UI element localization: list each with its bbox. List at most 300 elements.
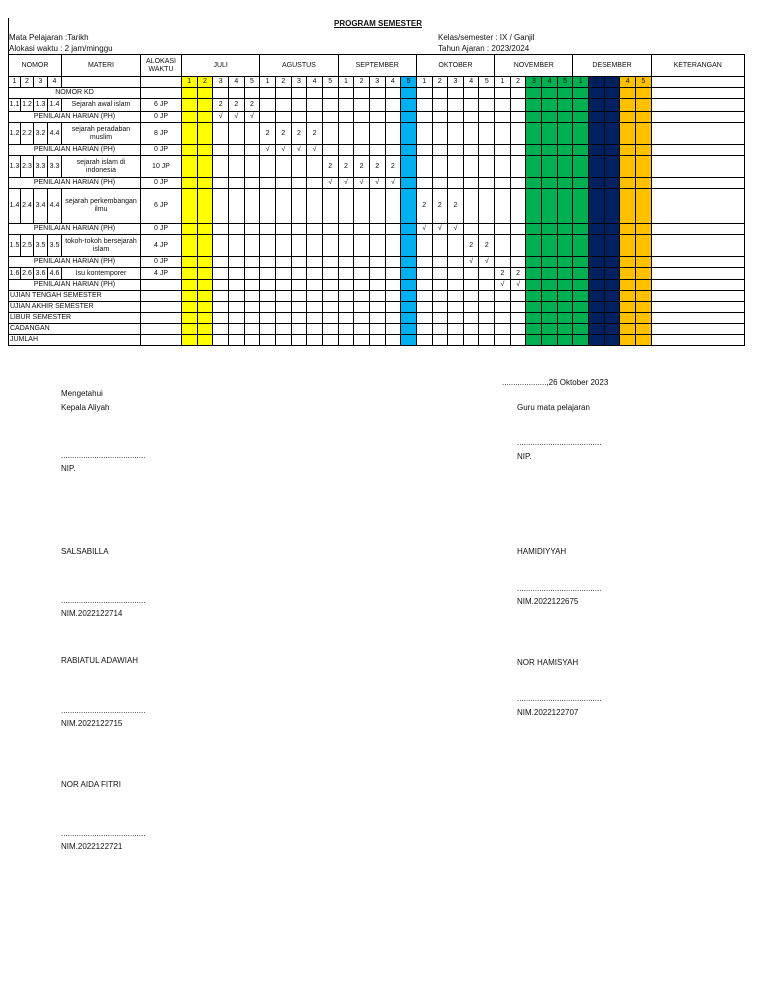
week-cell: √	[432, 224, 448, 235]
week-cell: √	[354, 178, 370, 189]
week-cell	[510, 291, 526, 302]
week-cell	[573, 145, 589, 156]
week-cell	[589, 112, 605, 123]
week-cell	[291, 189, 307, 224]
week-cell	[416, 280, 432, 291]
week-cell	[369, 324, 385, 335]
week-cell	[228, 145, 244, 156]
month-header: AGUSTUS	[260, 55, 338, 77]
week-cell	[197, 145, 213, 156]
week-cell	[416, 156, 432, 178]
week-cell	[479, 189, 495, 224]
week-cell	[213, 268, 229, 280]
week-cell: 2	[432, 189, 448, 224]
week-cell	[479, 324, 495, 335]
week-cell	[228, 291, 244, 302]
week-cell	[307, 280, 323, 291]
week-cell	[526, 99, 542, 112]
jp-cell: 4 JP	[141, 235, 182, 257]
week-cell	[354, 112, 370, 123]
week-cell	[369, 145, 385, 156]
week-cell	[620, 145, 636, 156]
week-cell	[448, 268, 464, 280]
week-cell	[401, 335, 417, 346]
week-cell	[479, 291, 495, 302]
penilaian-harian-label: PENILAIAN HARIAN (PH)	[9, 257, 141, 268]
empty-cell	[141, 88, 182, 99]
week-number: 4	[620, 77, 636, 88]
week-cell	[260, 156, 276, 178]
week-cell	[589, 313, 605, 324]
week-cell	[275, 189, 291, 224]
week-cell	[557, 224, 573, 235]
week-cell	[182, 291, 198, 302]
week-cell	[197, 335, 213, 346]
week-cell: √	[369, 178, 385, 189]
week-cell	[338, 189, 354, 224]
week-cell	[495, 335, 511, 346]
week-cell	[463, 145, 479, 156]
week-cell	[291, 324, 307, 335]
week-cell	[557, 145, 573, 156]
week-cell	[338, 313, 354, 324]
week-cell	[197, 123, 213, 145]
week-cell	[432, 302, 448, 313]
week-cell	[604, 88, 620, 99]
week-cell	[432, 88, 448, 99]
week-cell	[369, 280, 385, 291]
week-cell	[291, 88, 307, 99]
week-cell	[307, 178, 323, 189]
week-cell	[526, 123, 542, 145]
week-cell	[197, 324, 213, 335]
week-cell	[385, 99, 401, 112]
week-cell	[636, 189, 652, 224]
week-cell	[260, 235, 276, 257]
week-cell	[260, 257, 276, 268]
week-cell	[573, 112, 589, 123]
person-nim: NIM.2022122721	[61, 842, 123, 851]
week-cell	[448, 156, 464, 178]
week-cell	[338, 335, 354, 346]
week-cell	[620, 324, 636, 335]
week-number: 2	[197, 77, 213, 88]
week-cell	[573, 123, 589, 145]
week-cell: 2	[228, 99, 244, 112]
week-cell	[510, 178, 526, 189]
week-cell: √	[275, 145, 291, 156]
keterangan-cell	[651, 235, 744, 257]
kd-number: 4.4	[48, 123, 62, 145]
kd-number: 2.4	[21, 189, 34, 224]
jp-cell: 6 JP	[141, 99, 182, 112]
week-cell: 2	[260, 123, 276, 145]
week-cell	[322, 335, 338, 346]
week-cell	[307, 302, 323, 313]
week-cell	[291, 302, 307, 313]
week-cell	[244, 291, 260, 302]
week-cell	[307, 257, 323, 268]
week-cell	[260, 189, 276, 224]
week-cell	[479, 313, 495, 324]
week-cell	[385, 324, 401, 335]
signature-dots: ......................................	[517, 438, 602, 447]
penilaian-harian-label: PENILAIAN HARIAN (PH)	[9, 178, 141, 189]
week-cell	[604, 324, 620, 335]
week-cell: 2	[510, 268, 526, 280]
keterangan-cell	[651, 302, 744, 313]
week-cell	[260, 112, 276, 123]
kepala-aliyah-label: Kepala Aliyah	[61, 403, 110, 412]
week-cell	[322, 145, 338, 156]
week-cell	[542, 99, 558, 112]
week-cell	[495, 235, 511, 257]
week-cell	[479, 88, 495, 99]
week-cell	[416, 257, 432, 268]
week-cell	[385, 123, 401, 145]
week-cell	[636, 291, 652, 302]
week-cell	[589, 156, 605, 178]
week-cell	[338, 99, 354, 112]
week-cell	[620, 291, 636, 302]
week-cell	[182, 335, 198, 346]
week-cell	[228, 178, 244, 189]
week-cell	[636, 235, 652, 257]
week-cell	[307, 291, 323, 302]
week-cell	[463, 268, 479, 280]
week-cell	[604, 145, 620, 156]
week-cell	[620, 257, 636, 268]
week-cell	[589, 291, 605, 302]
week-cell	[385, 88, 401, 99]
week-cell	[573, 189, 589, 224]
program-semester-table	[8, 54, 745, 346]
jp-cell: 8 JP	[141, 123, 182, 145]
week-cell	[213, 280, 229, 291]
week-cell	[479, 145, 495, 156]
month-header: DESEMBER	[573, 55, 651, 77]
week-cell	[338, 112, 354, 123]
week-cell	[589, 257, 605, 268]
week-cell	[322, 112, 338, 123]
week-cell	[620, 112, 636, 123]
week-cell	[244, 235, 260, 257]
week-cell	[573, 302, 589, 313]
person-name: RABIATUL ADAWIAH	[61, 656, 139, 665]
week-cell	[307, 224, 323, 235]
week-cell	[636, 145, 652, 156]
week-cell	[182, 178, 198, 189]
week-cell	[526, 224, 542, 235]
week-cell	[573, 88, 589, 99]
week-cell	[401, 178, 417, 189]
week-cell	[369, 189, 385, 224]
week-cell	[573, 291, 589, 302]
week-cell	[182, 88, 198, 99]
summary-row-label: CADANGAN	[9, 324, 141, 335]
week-cell	[495, 178, 511, 189]
week-number: 1	[573, 77, 589, 88]
week-number: 2	[354, 77, 370, 88]
week-cell	[557, 302, 573, 313]
week-cell	[354, 324, 370, 335]
date-line: ....................,26 Oktober 2023	[502, 378, 609, 387]
week-cell	[401, 112, 417, 123]
week-cell	[213, 88, 229, 99]
week-cell	[526, 156, 542, 178]
week-cell	[620, 189, 636, 224]
keterangan-cell	[651, 145, 744, 156]
week-cell	[275, 257, 291, 268]
week-cell	[432, 313, 448, 324]
week-cell	[432, 268, 448, 280]
week-cell	[416, 178, 432, 189]
week-cell: √	[244, 112, 260, 123]
week-cell	[182, 112, 198, 123]
week-number: 3	[448, 77, 464, 88]
week-cell	[448, 145, 464, 156]
week-cell: √	[260, 145, 276, 156]
signature-dots: ......................................	[61, 451, 146, 460]
week-cell	[338, 291, 354, 302]
jp-cell: 0 JP	[141, 224, 182, 235]
jp-cell: 6 JP	[141, 189, 182, 224]
week-cell	[636, 178, 652, 189]
week-cell	[542, 313, 558, 324]
week-cell: 2	[463, 235, 479, 257]
week-cell	[589, 99, 605, 112]
week-cell	[197, 302, 213, 313]
week-cell	[448, 123, 464, 145]
kd-number: 4.4	[48, 189, 62, 224]
week-cell	[573, 324, 589, 335]
week-cell	[510, 99, 526, 112]
week-cell	[510, 235, 526, 257]
week-cell	[385, 235, 401, 257]
week-cell	[448, 99, 464, 112]
week-cell	[620, 88, 636, 99]
week-cell	[636, 156, 652, 178]
jp-cell: 10 JP	[141, 156, 182, 178]
week-cell: 2	[213, 99, 229, 112]
week-number: 5	[636, 77, 652, 88]
week-number: 3	[604, 77, 620, 88]
week-cell	[604, 268, 620, 280]
week-cell	[432, 99, 448, 112]
week-cell	[448, 302, 464, 313]
week-cell	[260, 280, 276, 291]
week-cell	[275, 324, 291, 335]
tahun-ajaran: Tahun Ajaran : 2023/2024	[438, 44, 530, 53]
week-cell	[573, 268, 589, 280]
week-cell	[636, 313, 652, 324]
week-cell	[557, 335, 573, 346]
nomor-kd-label: NOMOR KD	[9, 88, 141, 99]
week-cell: 2	[322, 156, 338, 178]
signature-dots: ......................................	[61, 829, 146, 838]
kd-number: 1.5	[9, 235, 21, 257]
week-cell	[542, 123, 558, 145]
week-cell	[182, 324, 198, 335]
week-number: 2	[589, 77, 605, 88]
week-cell	[573, 156, 589, 178]
week-cell	[479, 268, 495, 280]
week-cell	[244, 324, 260, 335]
week-cell	[448, 257, 464, 268]
week-number: 2	[510, 77, 526, 88]
week-cell	[369, 268, 385, 280]
week-cell	[369, 88, 385, 99]
header-alokasi: ALOKASI WAKTU	[141, 55, 182, 77]
week-cell	[291, 235, 307, 257]
week-cell	[432, 280, 448, 291]
week-cell	[432, 145, 448, 156]
week-cell	[542, 302, 558, 313]
week-cell	[620, 280, 636, 291]
week-cell	[510, 224, 526, 235]
week-cell	[275, 224, 291, 235]
week-cell	[589, 189, 605, 224]
week-cell	[307, 313, 323, 324]
week-cell	[322, 224, 338, 235]
week-cell	[526, 268, 542, 280]
week-cell	[401, 88, 417, 99]
week-cell	[604, 156, 620, 178]
week-cell	[542, 291, 558, 302]
week-cell	[510, 156, 526, 178]
week-cell	[573, 224, 589, 235]
week-cell	[213, 235, 229, 257]
week-cell	[385, 268, 401, 280]
materi-cell: Sejarah awal islam	[62, 99, 141, 112]
week-cell	[244, 268, 260, 280]
keterangan-cell	[651, 189, 744, 224]
keterangan-cell	[651, 280, 744, 291]
week-cell: √	[322, 178, 338, 189]
week-number: 3	[526, 77, 542, 88]
week-cell	[354, 224, 370, 235]
week-cell	[495, 291, 511, 302]
week-cell	[432, 257, 448, 268]
week-cell	[620, 156, 636, 178]
week-number: 1	[495, 77, 511, 88]
week-cell	[197, 224, 213, 235]
week-number: 5	[322, 77, 338, 88]
month-header: NOVEMBER	[495, 55, 573, 77]
week-cell	[542, 224, 558, 235]
week-number: 3	[291, 77, 307, 88]
week-cell	[385, 302, 401, 313]
keterangan-cell	[651, 257, 744, 268]
week-cell	[307, 88, 323, 99]
month-header: SEPTEMBER	[338, 55, 416, 77]
nomor-number: 4	[48, 77, 62, 88]
week-cell	[432, 235, 448, 257]
week-cell	[479, 302, 495, 313]
week-cell	[275, 291, 291, 302]
kd-number: 3.5	[34, 235, 48, 257]
week-cell	[604, 235, 620, 257]
week-cell	[260, 335, 276, 346]
week-number: 2	[432, 77, 448, 88]
kd-number: 3.5	[48, 235, 62, 257]
week-cell	[604, 178, 620, 189]
week-cell	[291, 268, 307, 280]
week-cell	[604, 99, 620, 112]
jp-cell: 0 JP	[141, 112, 182, 123]
week-cell	[401, 257, 417, 268]
kd-number: 1.4	[48, 99, 62, 112]
week-cell	[604, 123, 620, 145]
week-cell	[463, 189, 479, 224]
keterangan-cell	[651, 313, 744, 324]
week-cell	[213, 257, 229, 268]
week-cell	[354, 335, 370, 346]
week-cell	[526, 280, 542, 291]
jp-cell: 0 JP	[141, 257, 182, 268]
empty-cell	[651, 88, 744, 99]
keterangan-cell	[651, 268, 744, 280]
week-cell	[573, 178, 589, 189]
summary-row-label: UJIAN TENGAH SEMESTER	[9, 291, 141, 302]
week-cell	[432, 178, 448, 189]
week-cell	[275, 268, 291, 280]
week-cell	[542, 235, 558, 257]
week-cell	[322, 88, 338, 99]
kd-number: 1.4	[9, 189, 21, 224]
week-cell: √	[479, 257, 495, 268]
keterangan-cell	[651, 123, 744, 145]
week-cell	[589, 268, 605, 280]
week-cell	[401, 123, 417, 145]
week-cell	[542, 268, 558, 280]
week-cell	[197, 291, 213, 302]
week-cell	[369, 302, 385, 313]
week-cell	[197, 257, 213, 268]
keterangan-cell	[651, 335, 744, 346]
summary-row-label: UJIAN AKHIR SEMESTER	[9, 302, 141, 313]
week-cell	[354, 313, 370, 324]
week-cell	[604, 224, 620, 235]
summary-row-label: LIBUR SEMESTER	[9, 313, 141, 324]
week-cell	[589, 224, 605, 235]
week-cell	[307, 268, 323, 280]
week-cell	[182, 99, 198, 112]
week-cell	[354, 123, 370, 145]
week-cell: 2	[291, 123, 307, 145]
penilaian-harian-label: PENILAIAN HARIAN (PH)	[9, 112, 141, 123]
week-cell	[354, 99, 370, 112]
week-cell	[228, 313, 244, 324]
week-cell	[228, 335, 244, 346]
week-cell	[636, 123, 652, 145]
week-cell	[338, 268, 354, 280]
kd-number: 1.3	[34, 99, 48, 112]
alokasi-waktu: Alokasi waktu : 2 jam/minggu	[9, 44, 113, 53]
week-cell	[416, 335, 432, 346]
kd-number: 2.6	[21, 268, 34, 280]
week-cell	[307, 156, 323, 178]
week-cell	[604, 257, 620, 268]
week-cell: √	[416, 224, 432, 235]
week-cell	[416, 235, 432, 257]
empty-cell	[651, 77, 744, 88]
week-cell	[636, 99, 652, 112]
week-cell	[322, 189, 338, 224]
week-cell	[463, 123, 479, 145]
week-cell	[322, 324, 338, 335]
week-cell	[636, 335, 652, 346]
